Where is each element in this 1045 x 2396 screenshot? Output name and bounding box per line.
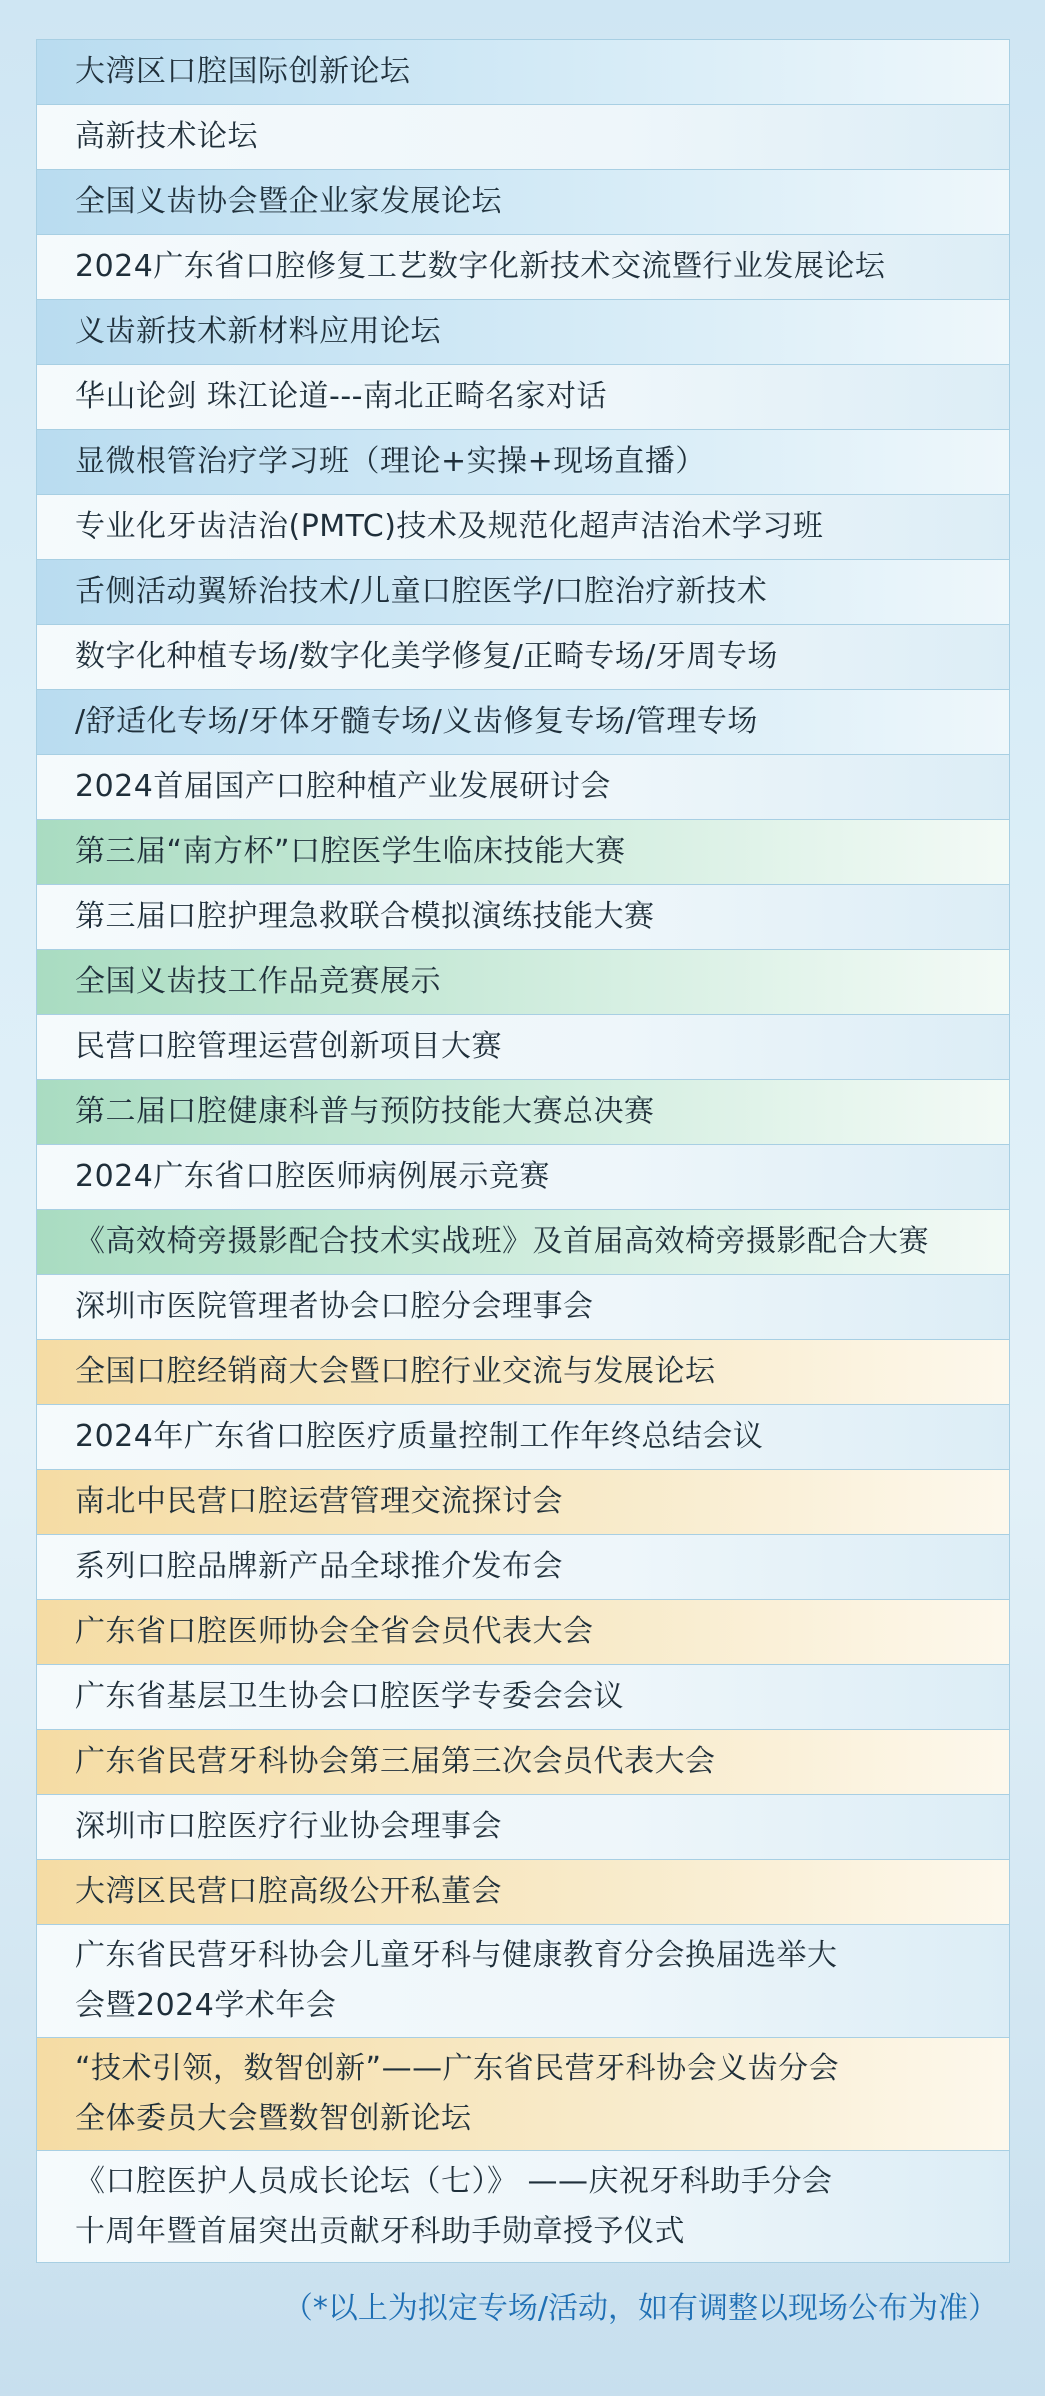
event-list — [36, 39, 1010, 2263]
list-item-text: 深圳市口腔医疗行业协会理事会 — [75, 1809, 502, 1844]
list-item-text: 高新技术论坛 — [75, 119, 258, 154]
list-item-text: 大湾区口腔国际创新论坛 — [75, 54, 411, 89]
list-item — [37, 1274, 1009, 1339]
list-item-text: 深圳市医院管理者协会口腔分会理事会 — [75, 1289, 594, 1324]
list-item-text: 数字化种植专场/数字化美学修复/正畸专场/牙周专场 — [75, 639, 778, 674]
list-item-text: 第二届口腔健康科普与预防技能大赛总决赛 — [75, 1094, 655, 1129]
list-item-text: 全国义齿协会暨企业家发展论坛 — [75, 184, 502, 219]
list-item — [37, 949, 1009, 1014]
list-item — [37, 299, 1009, 364]
list-item-text: 广东省基层卫生协会口腔医学专委会会议 — [75, 1679, 624, 1714]
list-item — [37, 494, 1009, 559]
list-item — [37, 2037, 1009, 2150]
list-item — [37, 1144, 1009, 1209]
list-item — [37, 1469, 1009, 1534]
list-item — [37, 234, 1009, 299]
list-item — [37, 754, 1009, 819]
list-item — [37, 884, 1009, 949]
footnote: （*以上为拟定专场/活动，如有调整以现场公布为准） — [282, 2291, 998, 2326]
list-item-text: 《高效椅旁摄影配合技术实战班》及首届高效椅旁摄影配合大赛 — [75, 1224, 929, 1259]
list-item — [37, 1079, 1009, 1144]
list-item — [37, 39, 1009, 104]
list-item-text: 民营口腔管理运营创新项目大赛 — [75, 1029, 502, 1064]
list-item-text: 舌侧活动翼矫治技术/儿童口腔医学/口腔治疗新技术 — [75, 574, 768, 609]
list-item-text: 2024广东省口腔医师病例展示竞赛 — [75, 1159, 550, 1194]
list-item-text: 全国口腔经销商大会暨口腔行业交流与发展论坛 — [75, 1354, 716, 1389]
list-item-text: 十周年暨首届突出贡献牙科助手勋章授予仪式 — [75, 2213, 685, 2249]
list-item — [37, 429, 1009, 494]
list-item — [37, 1534, 1009, 1599]
list-item-text: 义齿新技术新材料应用论坛 — [75, 314, 441, 349]
list-item — [37, 624, 1009, 689]
list-item — [37, 1729, 1009, 1794]
list-item — [37, 1924, 1009, 2037]
list-item — [37, 1209, 1009, 1274]
list-item-text: 2024广东省口腔修复工艺数字化新技术交流暨行业发展论坛 — [75, 249, 886, 284]
list-item — [37, 1014, 1009, 1079]
list-item-text: 显微根管治疗学习班（理论+实操+现场直播） — [75, 444, 706, 479]
list-item-text: 华山论剑 珠江论道---南北正畸名家对话 — [75, 379, 608, 414]
list-item — [37, 1599, 1009, 1664]
list-item-text: 《口腔医护人员成长论坛（七）》 ——庆祝牙科助手分会 — [75, 2163, 833, 2199]
list-item-text: 2024首届国产口腔种植产业发展研讨会 — [75, 769, 611, 804]
list-item-text: 全体委员大会暨数智创新论坛 — [75, 2101, 472, 2136]
list-item — [37, 1339, 1009, 1404]
list-item-text: 专业化牙齿洁治(PMTC)技术及规范化超声洁治术学习班 — [75, 509, 824, 544]
list-item-text: 大湾区民营口腔高级公开私董会 — [75, 1874, 502, 1909]
list-item — [37, 364, 1009, 429]
list-item-text: 2024年广东省口腔医疗质量控制工作年终总结会议 — [75, 1419, 764, 1454]
list-item-text: 广东省民营牙科协会儿童牙科与健康教育分会换届选举大 — [75, 1938, 838, 1973]
list-item-text: 第三届口腔护理急救联合模拟演练技能大赛 — [75, 899, 655, 934]
list-item-text: 系列口腔品牌新产品全球推介发布会 — [75, 1549, 563, 1584]
list-item-text: 广东省民营牙科协会第三届第三次会员代表大会 — [75, 1744, 716, 1779]
list-item — [37, 1794, 1009, 1859]
list-item-text: 第三届“南方杯”口腔医学生临床技能大赛 — [75, 834, 626, 869]
list-item — [37, 559, 1009, 624]
list-item-text: “技术引领，数智创新”——广东省民营牙科协会义齿分会 — [75, 2051, 840, 2086]
list-item-text: 全国义齿技工作品竞赛展示 — [75, 964, 441, 999]
list-item — [37, 169, 1009, 234]
list-item-text: 南北中民营口腔运营管理交流探讨会 — [75, 1484, 563, 1519]
list-item — [37, 819, 1009, 884]
list-item — [37, 1664, 1009, 1729]
list-item — [37, 104, 1009, 169]
list-item-text: 会暨2024学术年会 — [75, 1988, 337, 2023]
list-item-text: 广东省口腔医师协会全省会员代表大会 — [75, 1614, 594, 1649]
list-item — [37, 1404, 1009, 1469]
list-item — [37, 689, 1009, 754]
list-item — [37, 2150, 1009, 2263]
list-item — [37, 1859, 1009, 1924]
list-item-text: /舒适化专场/牙体牙髓专场/义齿修复专场/管理专场 — [75, 704, 758, 739]
